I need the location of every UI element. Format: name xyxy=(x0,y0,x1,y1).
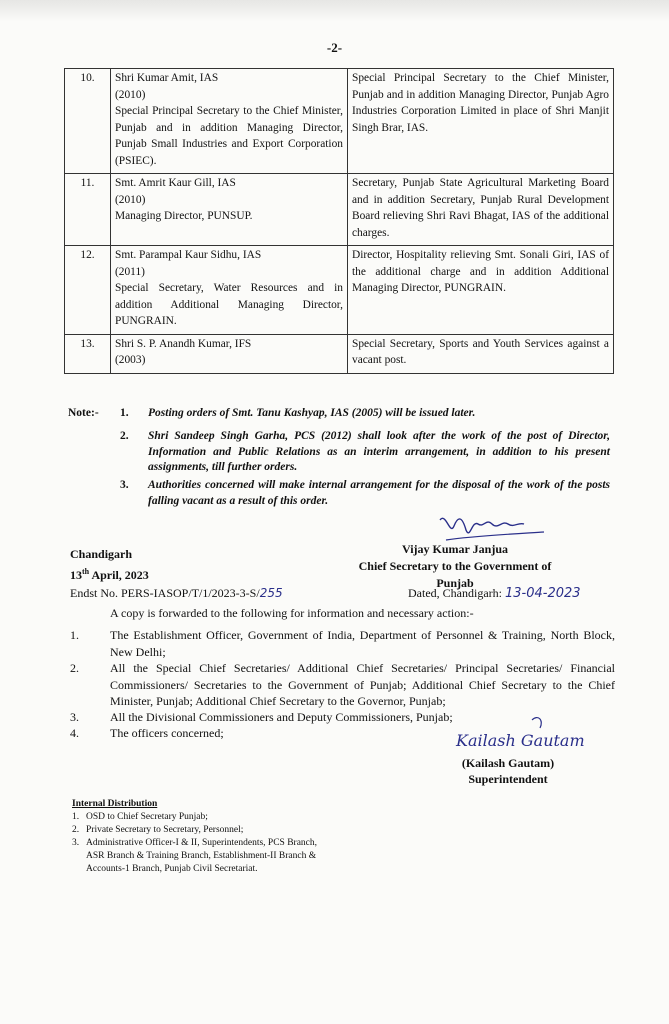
dated-line: Dated, Chandigarh: 13-04-2023 xyxy=(408,586,581,601)
serial-number: 10. xyxy=(65,69,111,174)
officer-details xyxy=(111,174,348,246)
internal-distribution xyxy=(72,798,317,876)
officer-line: (2010) xyxy=(115,88,146,101)
signature2-text: Kailash Gautam xyxy=(456,731,585,750)
new-posting: Special Secretary, Sports and Youth Services against a vacant post. xyxy=(348,334,614,373)
recipient-item: 3. All the Divisional Commissioners and Deputy Commissioners, Punjab; xyxy=(70,710,453,724)
internal-item: 2. Private Secretary to Secretary, Personnel; xyxy=(72,825,244,835)
note-item: 2. Shri Sandeep Singh Garha, PCS (2012) shall look after the work of the post of Director, Information and Public Relations as an interim arrangement, in addition to his present assignments, till further orders. xyxy=(120,430,610,473)
superintendent-block xyxy=(448,755,568,787)
dated-handwritten: 13-04-2023 xyxy=(504,586,581,601)
signatory-title: Chief Secretary to the Government of Punjab xyxy=(358,559,552,590)
officer-line: Managing Director, PUNSUP. xyxy=(115,210,253,222)
internal-item: 1. OSD to Chief Secretary Punjab; xyxy=(72,812,208,822)
signatory-name: Vijay Kumar Janjua xyxy=(401,542,508,556)
recipient-item: 1. The Establishment Officer, Government of India, Department of Personnel & Training, North Block, New Delhi; xyxy=(70,628,615,659)
superintendent-signature xyxy=(452,714,585,754)
signatory-block xyxy=(340,541,570,592)
serial-number: 13. xyxy=(65,334,111,373)
recipient-item: 4. The officers concerned; xyxy=(70,726,224,740)
superintendent-title: Superintendent xyxy=(468,772,548,786)
place-and-date: Chandigarh 13th April, 2023 xyxy=(70,547,149,582)
officer-line: Special Principal Secretary to the Chief Minister, Punjab and in addition Managing Director, Punjab Small Industries and Export Corporation (PSIEC). xyxy=(115,105,343,167)
note-item: 3. Authorities concerned will make internal arrangement for the disposal of the work of the posts falling vacant as a result of this order. xyxy=(120,479,610,507)
internal-item: 3. Administrative Officer-I & II, Superintendents, PCS Branch, xyxy=(72,838,318,848)
table-row xyxy=(65,246,614,335)
new-posting: Special Principal Secretary to the Chief Minister, Punjab and in addition Managing Director, Punjab Agro Industries Corporation Limited in place of Shri Manjit Singh Brar, IAS. xyxy=(348,69,614,174)
officer-line: (2011) xyxy=(115,265,145,278)
internal-item: Accounts-1 Branch, Punjab Civil Secretariat. xyxy=(86,864,258,874)
scan-shadow xyxy=(0,0,669,22)
officer-details xyxy=(111,69,348,174)
internal-heading: Internal Distribution xyxy=(72,799,158,809)
note-label: Note:- xyxy=(68,407,99,419)
recipient-item: 2. All the Special Chief Secretaries/ Additional Chief Secretaries/ Principal Secretaries/ Financial Commissioners/ Secretaries to the Government of Punjab; Additional Chief Secretary to the Chief Minister, Punjab; Additional Chief Secretary to the Governor, Punjab; xyxy=(70,661,615,708)
posting-table xyxy=(64,68,614,374)
note-item: 1. Posting orders of Smt. Tanu Kashyap, IAS (2005) will be issued later. xyxy=(120,407,476,419)
officer-line: Smt. Amrit Kaur Gill, IAS xyxy=(115,177,236,189)
officer-details xyxy=(111,246,348,335)
officer-line: Shri S. P. Anandh Kumar, IFS xyxy=(115,337,252,350)
officer-line: (2003) xyxy=(115,354,146,366)
table-row xyxy=(65,69,614,174)
new-posting: Secretary, Punjab State Agricultural Marketing Board and in addition Secretary, Punjab Rural Development Board relieving Shri Ravi Bhagat, IAS of the additional charges. xyxy=(348,174,614,246)
superintendent-name: (Kailash Gautam) xyxy=(461,756,555,770)
endorsement-number-handwritten: 255 xyxy=(259,586,283,600)
forward-text: A copy is forwarded to the following for information and necessary action:- xyxy=(110,606,474,620)
officer-details xyxy=(111,334,348,373)
officer-line: Smt. Parampal Kaur Sidhu, IAS xyxy=(115,249,262,261)
serial-number: 11. xyxy=(65,174,111,246)
officer-line: Special Secretary, Water Resources and in addition Additional Managing Director, PUNGRAIN. xyxy=(115,282,343,327)
officer-line: Shri Kumar Amit, IAS xyxy=(115,72,219,84)
table-row xyxy=(65,334,614,373)
serial-number: 12. xyxy=(65,246,111,335)
officer-line: (2010) xyxy=(115,193,146,206)
new-posting: Director, Hospitality relieving Smt. Sonali Giri, IAS of the additional charge and in addition Additional Managing Director, PUNGRAIN. xyxy=(348,246,614,335)
table-row xyxy=(65,174,614,246)
internal-item: ASR Branch & Training Branch, Establishment-II Branch & xyxy=(86,851,317,861)
issue-date: 13th April, 2023 xyxy=(70,567,149,582)
endorsement-line: Endst No. PERS-IASOP/T/1/2023-3-S/255 Dated, Chandigarh: 13-04-2023 xyxy=(70,586,581,601)
page-number: -2- xyxy=(326,40,343,55)
